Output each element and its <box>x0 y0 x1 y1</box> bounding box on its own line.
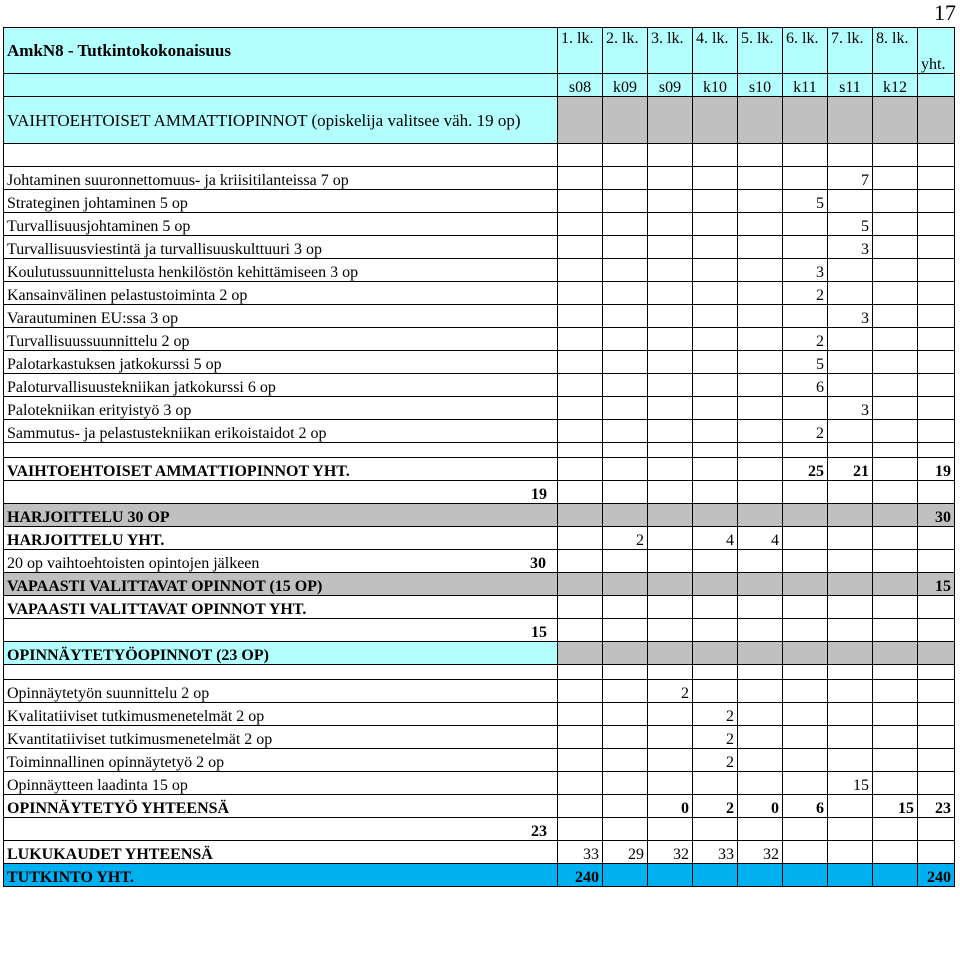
thesis-total-row: OPINNÄYTETYÖ YHTEENSÄ 0 2 0 6 15 23 <box>4 795 955 818</box>
curriculum-table <box>3 27 955 887</box>
course-credits: 2 <box>693 726 738 749</box>
semester-8: 8. lk. <box>873 28 918 74</box>
course-row <box>4 259 955 282</box>
course-credits: 3 <box>828 397 873 420</box>
course-row <box>4 420 955 443</box>
code-7: s11 <box>828 74 873 97</box>
course-row <box>4 328 955 351</box>
code-2: k09 <box>603 74 648 97</box>
course-row <box>4 772 955 795</box>
practice-title: HARJOITTELU 30 OP <box>4 504 558 527</box>
course-credits: 3 <box>783 259 828 282</box>
course-name: Strateginen johtaminen 5 op <box>4 190 558 213</box>
free-sum-row <box>4 619 955 642</box>
course-credits: 2 <box>783 282 828 305</box>
table-title: AmkN8 - Tutkintokokonaisuus <box>4 28 558 74</box>
thesis-title: OPINNÄYTETYÖOPINNOT (23 OP) <box>4 642 558 665</box>
course-row <box>4 305 955 328</box>
course-credits: 7 <box>828 167 873 190</box>
blank-row <box>4 144 955 167</box>
practice-note-row <box>4 550 955 573</box>
course-credits: 2 <box>693 703 738 726</box>
code-row <box>4 74 955 97</box>
course-credits: 3 <box>828 305 873 328</box>
free-total-label: VAPAASTI VALITTAVAT OPINNOT YHT. <box>4 596 558 619</box>
thesis-sum: 23 <box>4 818 558 841</box>
course-credits: 6 <box>783 374 828 397</box>
course-name: Paloturvallisuustekniikan jatkokurssi 6 op <box>4 374 558 397</box>
practice-total-row: HARJOITTELU YHT. 2 4 4 <box>4 527 955 550</box>
course-name: Kvantitatiiviset tutkimusmenetelmät 2 op <box>4 726 558 749</box>
elective-sum: 19 <box>4 481 558 504</box>
course-credits: 5 <box>783 190 828 213</box>
course-name: Johtaminen suuronnettomuus- ja kriisitilanteissa 7 op <box>4 167 558 190</box>
practice-note: 20 op vaihtoehtoisten opintojen jälkeen 30 <box>4 550 558 573</box>
course-row <box>4 374 955 397</box>
semester-2: 2. lk. <box>603 28 648 74</box>
course-row <box>4 236 955 259</box>
course-name: Koulutussuunnittelusta henkilöstön kehittämiseen 3 op <box>4 259 558 282</box>
header-row <box>4 28 955 74</box>
elective-total-row: VAIHTOEHTOISET AMMATTIOPINNOT YHT. 25 21 19 <box>4 458 955 481</box>
course-credits: 2 <box>693 749 738 772</box>
elective-total-label: VAIHTOEHTOISET AMMATTIOPINNOT YHT. <box>4 458 558 481</box>
thesis-sum-row <box>4 818 955 841</box>
course-name: Kansainvälinen pelastustoiminta 2 op <box>4 282 558 305</box>
semester-totals-row: LUKUKAUDET YHTEENSÄ 33 29 32 33 32 <box>4 841 955 864</box>
course-row <box>4 726 955 749</box>
course-row <box>4 703 955 726</box>
semester-6: 6. lk. <box>783 28 828 74</box>
free-sum: 15 <box>4 619 558 642</box>
code-6: k11 <box>783 74 828 97</box>
semester-7: 7. lk. <box>828 28 873 74</box>
course-row <box>4 397 955 420</box>
blank-row <box>4 443 955 458</box>
blank-row <box>4 665 955 680</box>
course-row <box>4 213 955 236</box>
elective-sum-row <box>4 481 955 504</box>
code-5: s10 <box>738 74 783 97</box>
course-credits: 15 <box>828 772 873 795</box>
course-name: Turvallisuusviestintä ja turvallisuuskulttuuri 3 op <box>4 236 558 259</box>
course-credits: 2 <box>783 420 828 443</box>
thesis-total-label: OPINNÄYTETYÖ YHTEENSÄ <box>4 795 558 818</box>
course-row <box>4 167 955 190</box>
course-row <box>4 680 955 703</box>
course-credits: 3 <box>828 236 873 259</box>
course-credits: 5 <box>783 351 828 374</box>
course-row <box>4 282 955 305</box>
code-4: k10 <box>693 74 738 97</box>
thesis-courses <box>4 680 955 795</box>
course-name: Opinnäytetyön suunnittelu 2 op <box>4 680 558 703</box>
free-title: VAPAASTI VALITTAVAT OPINNOT (15 OP) <box>4 573 558 596</box>
course-name: Sammutus- ja pelastustekniikan erikoistaidot 2 op <box>4 420 558 443</box>
course-name: Kvalitatiiviset tutkimusmenetelmät 2 op <box>4 703 558 726</box>
course-row <box>4 351 955 374</box>
semester-1: 1. lk. <box>558 28 603 74</box>
course-name: Varautuminen EU:ssa 3 op <box>4 305 558 328</box>
course-name: Palotekniikan erityistyö 3 op <box>4 397 558 420</box>
course-name: Opinnäytteen laadinta 15 op <box>4 772 558 795</box>
course-name: Toiminnallinen opinnäytetyö 2 op <box>4 749 558 772</box>
course-credits: 2 <box>783 328 828 351</box>
semester-3: 3. lk. <box>648 28 693 74</box>
elective-courses <box>4 167 955 443</box>
semester-totals-label: LUKUKAUDET YHTEENSÄ <box>4 841 558 864</box>
free-total-row <box>4 596 955 619</box>
degree-total-row: TUTKINTO YHT. 240 240 <box>4 864 955 887</box>
course-name: Palotarkastuksen jatkokurssi 5 op <box>4 351 558 374</box>
total-header: yht. <box>918 28 955 74</box>
course-name: Turvallisuussuunnittelu 2 op <box>4 328 558 351</box>
section-elective-title: VAIHTOEHTOISET AMMATTIOPINNOT (opiskelija valitsee väh. 19 op) <box>4 97 558 144</box>
code-3: s09 <box>648 74 693 97</box>
semester-5: 5. lk. <box>738 28 783 74</box>
practice-total-label: HARJOITTELU YHT. <box>4 527 558 550</box>
code-8: k12 <box>873 74 918 97</box>
code-1: s08 <box>558 74 603 97</box>
course-name: Turvallisuusjohtaminen 5 op <box>4 213 558 236</box>
course-credits: 2 <box>648 680 693 703</box>
thesis-title-row <box>4 642 955 665</box>
free-title-row: VAPAASTI VALITTAVAT OPINNOT (15 OP) 15 <box>4 573 955 596</box>
semester-4: 4. lk. <box>693 28 738 74</box>
page-number: 17 <box>934 0 956 25</box>
practice-title-row: HARJOITTELU 30 OP 30 <box>4 504 955 527</box>
section-header-row <box>4 97 955 144</box>
course-credits: 5 <box>828 213 873 236</box>
course-row <box>4 749 955 772</box>
degree-total-label: TUTKINTO YHT. <box>4 864 558 887</box>
course-row <box>4 190 955 213</box>
